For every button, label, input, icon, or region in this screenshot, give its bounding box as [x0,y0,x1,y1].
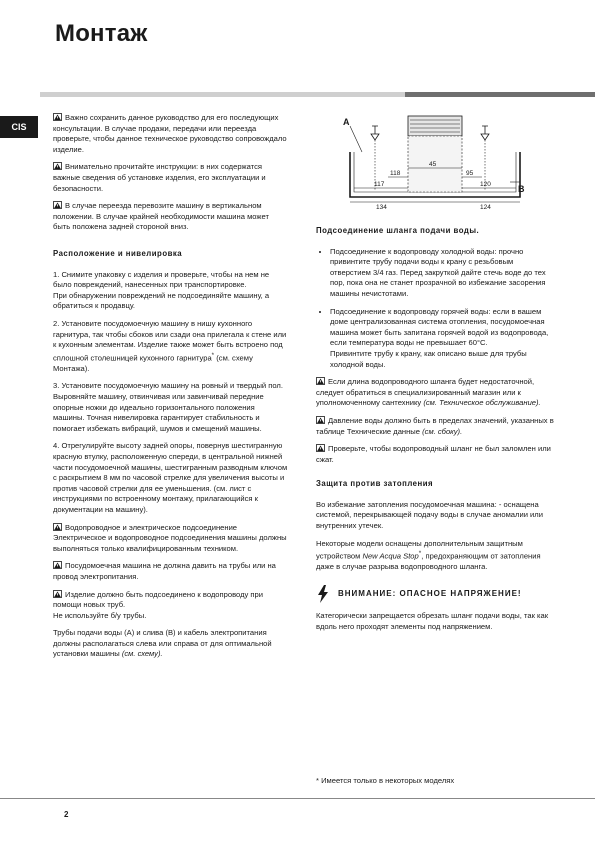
section-heading: Подсоединение шланга подачи воды. [316,226,480,235]
warning-paragraph: Посудомоечная машина не должна давить на трубы или на провод электропитания. [53,561,276,581]
dimension-label: 117 [374,181,385,188]
warning-icon [53,162,62,170]
connection-list [316,247,554,371]
step-1: 1. Снимите упаковку с изделия и проверьте, чтобы на нем не было повреждений, нанесенных при транспортировке. [53,269,270,290]
right-column [316,226,554,639]
warning-icon [53,561,62,569]
page-title: Монтаж [55,20,148,47]
dimension-label: 118 [390,170,401,177]
danger-warning [316,585,554,603]
pipes-paragraph: Трубы подачи воды (А) и слива (В) и кабель электропитания должны располагаться слева или справа от для оптимальной установки машины (см. схему). [53,628,272,659]
footer-rule [0,798,595,799]
step-3: 3. Установите посудомоечную машину на ровный и твердый пол. Выровняйте машину, отвинчивая или завинчивай передние опорные ножки до идеально горизонтального положения машины. Точная нивелировка гарантирует стабильность и помогает избежать вибраций, шумов и смещений машины. [53,381,283,433]
intro-paragraph: В случае переезда перевозите машину в вертикальном положении. В случае крайней необходимости машина может быть положена задней стороной вниз. [53,201,269,232]
note-paragraph: Давление воды должно быть в пределах значений, указанных в таблице Технические данные (см. сбоку). [316,415,554,436]
section-heading: Расположение и нивелировка [53,248,183,258]
header-rule-accent [405,92,595,97]
note-paragraph: Проверьте, чтобы водопроводный шланг не был заломлен или сжат. [316,444,551,464]
warning-icon [316,444,325,452]
warning-icon [53,590,62,598]
dimension-label: 120 [480,181,491,188]
language-tab: CIS [0,116,38,138]
intro-paragraph: Важно сохранить данное руководство для его последующих консультации. В случае продажи, передачи или переезда проверьте, чтобы данное техническое руководство сопровождало изделие. [53,113,287,154]
warning-icon [316,416,325,424]
label-b: B [518,184,525,194]
list-item: • Подсоединение к водопроводу холодной воды: прочно привинтите трубу подачи воды к крану с резьбовым отверстием 3/4 газ. Перед закруткой дайте стечь воде до тех пор, пока она не станет прозрачной во избежание засорения машины нечистотами. [330,247,554,300]
left-column [53,113,288,667]
flood-paragraph: Некоторые модели оснащены дополнительным защитным устройством New Acqua Stop*, предохраняющим от затопления даже в случае разрыва водопроводного шланга. [316,538,541,572]
intro-paragraph: Внимательно прочитайте инструкции: в них содержатся важные сведения об установке изделия, его эксплуатации и безопасности. [53,162,266,193]
danger-title: ВНИМАНИЕ: ОПАСНОЕ НАПРЯЖЕНИЕ! [338,588,522,598]
list-item: • Подсоединение к водопроводу горячей воды: если в вашем доме централизованная система отопления, посудомоечная машина может быть запитана горячей водой из водопровода, если температура воды не превышает 60°С. Привинтите трубу к крану, как описано выше для трубы холодной воды. [330,307,554,371]
step-2: 2. Установите посудомоечную машину в нишу кухонного гарнитура, так чтобы сбоков или сзади она прилегала к стене или к кухонным элементам. Изделие также может быть встроено под сплошной столешницей кухонного гарнитура* (см. схему Монтажа). [53,318,287,373]
label-a: A [343,117,350,127]
warning-paragraph: Изделие должно быть подсоединено к водопроводу при помощи новых труб. [53,589,264,610]
warning-icon [53,523,62,531]
step-4: 4. Отрегулируйте высоту задней опоры, повернув шестигранную красную втулку, расположенную спереди, в центральной нижней части посудомоечной машины, шестигранным разводным ключом с раскрытием 8 мм по часовой стрелке для увеличения высоты и против часовой стрелки для ее уменьшения. (см. лист с инструкциями по встроенному монтажу, прилагающийся к документации на машину). [53,441,288,514]
dimension-label: 134 [376,204,387,211]
warning-icon [53,113,62,121]
footnote: * Имеется только в некоторых моделях [316,776,455,785]
warning-icon [316,377,325,385]
footnote-mark: * [211,351,215,359]
warning-paragraph: Водопроводное и электрическое подсоединение Электрическое и водопроводное подсоединения машины должны выполняться только квалифицированным техником. [53,522,287,553]
flood-paragraph: Во избежание затопления посудомоечная машина: - оснащена системой, перекрывающей подачу воды в случае аномалии или внутренних утечек. [316,499,543,531]
dimension-label: 45 [429,161,437,168]
installation-diagram [340,112,530,212]
step-1-note: При обнаружении повреждений не подсоединяйте машину, а обратиться к продавцу. [53,290,270,311]
lightning-icon [316,585,330,603]
section-heading: Защита против затопления [316,479,434,489]
warning-icon [53,201,62,209]
note-paragraph: Если длина водопроводного шланга будет недостаточной, следует обратиться в специализированный магазин или к уполномоченному сантехнику (см. Техническое обслуживание). [316,377,541,408]
footnote-mark: * [418,550,422,558]
page-number: 2 [64,810,69,819]
warning-note: Не используйте б/у трубы. [53,610,147,620]
dimension-label: 95 [466,170,474,177]
danger-text: Категорически запрещается обрезать шланг подачи воды, так как вдоль него проходят элементы под напряжением. [316,610,549,631]
dimension-label: 124 [480,204,491,211]
